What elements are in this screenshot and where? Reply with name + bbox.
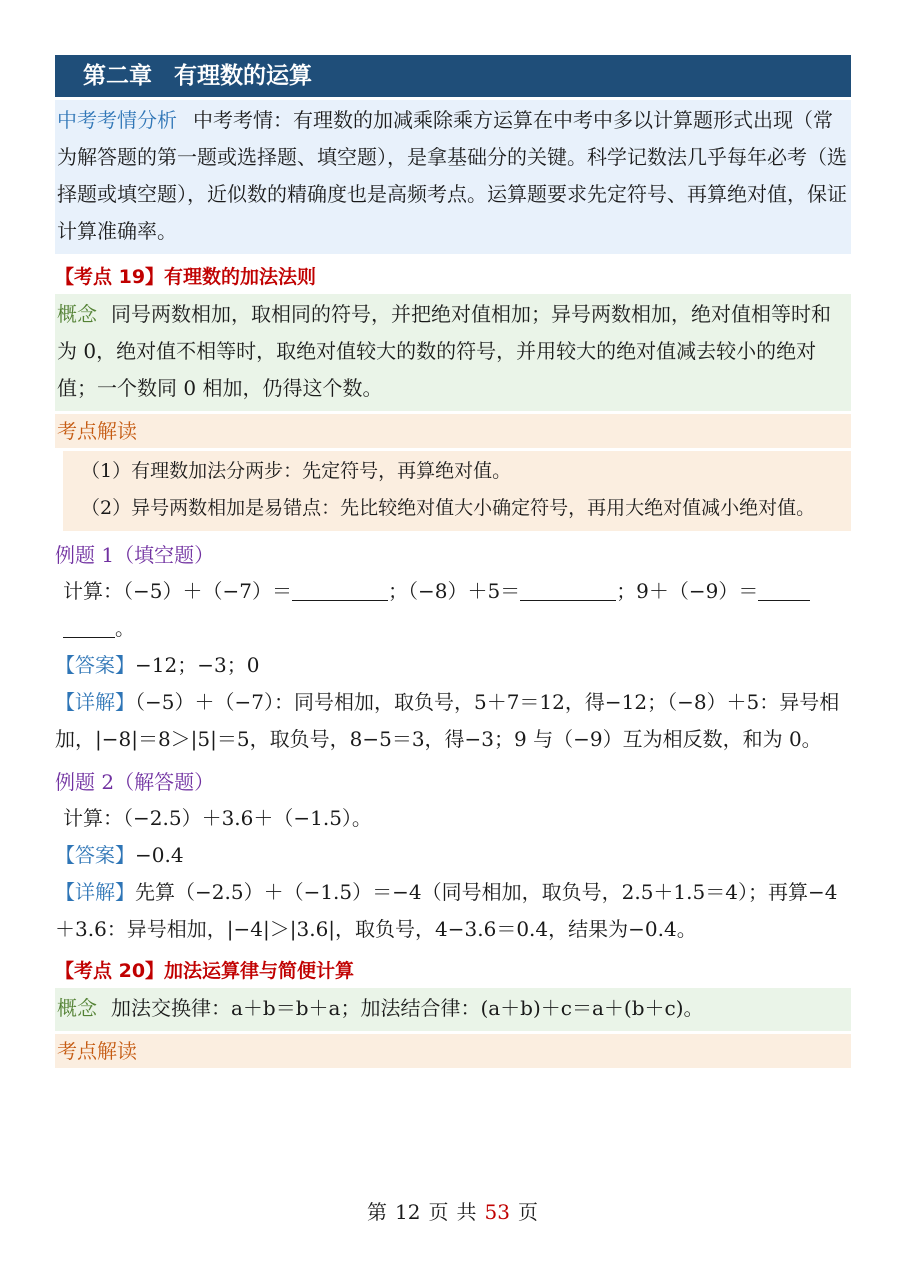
interpretation-item-2: （2）异号两数相加是易错点：先比较绝对值大小确定符号，再用大绝对值减小绝对值。 [81, 497, 816, 519]
point-19-title: 【考点 19】有理数的加法法则 [55, 266, 317, 288]
answer-blank-3-cont [63, 615, 115, 638]
question-part-2: ；（−8）＋5＝ [387, 579, 521, 603]
point-20-interpretation-heading: 考点解读 [55, 1034, 851, 1068]
footer-post: 页 [517, 1200, 538, 1224]
detail-tag: 【详解】 [55, 880, 135, 904]
chapter-label: 第二章 [83, 63, 152, 89]
chapter-title: 有理数的运算 [174, 63, 312, 89]
example-1-question [55, 573, 851, 647]
example-2-answer [55, 837, 851, 874]
point-20-title: 【考点 20】加法运算律与简便计算 [55, 960, 355, 982]
analysis-text: 中考考情：有理数的加减乘除乘方运算在中考中多以计算题形式出现（常为解答题的第一题或选择题、填空题），是拿基础分的关键。科学记数法几乎每年必考（选择题或填空题），近似数的精确度也是高频考点。运算题要求先定符号、再算绝对值，保证计算准确率。 [57, 108, 847, 243]
exam-analysis-box [55, 100, 851, 254]
analysis-lead: 中考考情分析 [57, 108, 177, 132]
answer-tag: 【答案】 [55, 843, 135, 867]
detail-text: 先算（−2.5）＋（−1.5）＝−4（同号相加，取负号，2.5＋1.5＝4）；再算−4＋3.6：异号相加，|−4|＞|3.6|，取负号，4−3.6＝0.4，结果为−0.4。 [55, 880, 838, 941]
example-2-title: 例题 2（解答题） [55, 770, 215, 794]
page-footer [0, 1196, 905, 1225]
chapter-header [55, 55, 851, 97]
example-1-answer [55, 647, 851, 684]
concept-lead: 概念 [57, 302, 97, 326]
answer-blank-1 [292, 578, 388, 601]
total-pages: 53 [484, 1200, 510, 1224]
example-1-title: 例题 1（填空题） [55, 543, 215, 567]
point-19-interpretation-heading: 考点解读 [55, 414, 851, 448]
document-page [55, 55, 851, 1068]
concept-lead: 概念 [57, 996, 97, 1020]
answer-tag: 【答案】 [55, 653, 135, 677]
footer-pre: 第 [367, 1200, 388, 1224]
question-part-1: （−5）＋（−7）＝ [123, 579, 292, 603]
question-prefix: 计算： [63, 579, 123, 603]
answer-blank-3 [758, 578, 810, 601]
footer-mid-2: 共 [456, 1200, 477, 1224]
example-1-detail [55, 684, 851, 758]
concept-text: 加法交换律：a＋b＝b＋a；加法结合律：(a＋b)＋c＝a＋(b＋c)。 [111, 996, 704, 1020]
detail-tag: 【详解】 [55, 690, 135, 714]
example-2-detail [55, 874, 851, 948]
question-end: 。 [115, 616, 135, 640]
concept-text: 同号两数相加，取相同的符号，并把绝对值相加；异号两数相加，绝对值相等时和为 0，绝对值不相等时，取绝对值较大的数的符号，并用较大的绝对值减去较小的绝对值；一个数同 0 相加，仍得这个数。 [57, 302, 831, 400]
page-number: 12 [395, 1200, 421, 1224]
example-2-question: 计算：（−2.5）＋3.6＋（−1.5）。 [63, 806, 372, 830]
interpretation-item-1: （1）有理数加法分两步：先定符号，再算绝对值。 [81, 460, 512, 482]
point-19-interpretation [63, 451, 851, 531]
answer-text: −0.4 [135, 843, 184, 867]
footer-mid-1: 页 [428, 1200, 449, 1224]
point-19-concept [55, 294, 851, 411]
answer-blank-2 [520, 578, 616, 601]
answer-text: −12；−3；0 [135, 653, 260, 677]
detail-text: （−5）＋（−7）：同号相加，取负号，5＋7＝12，得−12；（−8）＋5：异号相加，|−8|＝8＞|5|＝5，取负号，8−5＝3，得−3；9 与（−9）互为相反数，和为 0。 [55, 690, 840, 751]
question-part-3: ；9＋（−9）＝ [616, 579, 759, 603]
point-20-concept [55, 988, 851, 1031]
